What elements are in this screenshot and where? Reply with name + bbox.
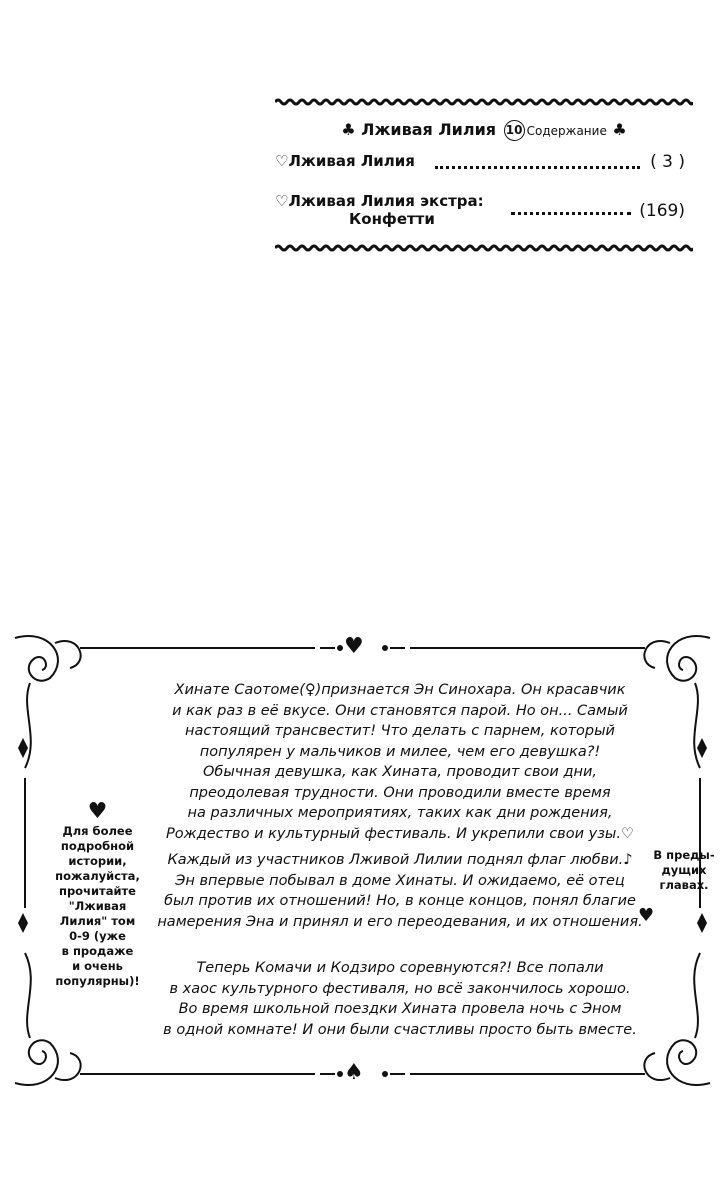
wavy-border-bottom [275,244,693,252]
side-note-line: В преды- [653,848,715,862]
table-of-contents [275,98,693,254]
story-line: был против их отношений! Но, в конце концов, понял благие [164,893,636,909]
toc-entry [275,192,693,232]
toc-entry-title: Лживая Лилия экстра: [288,192,484,210]
story-line: и как раз в её вкусе. Они становятся парой. Но он... Самый [172,702,628,719]
frame-heart-icon: ♥ [344,634,364,659]
volume-number: 10 [504,120,525,141]
side-note-line: подробной [60,839,135,853]
story-line: преодолевая трудности. Они проводили вместе время [189,784,611,801]
wavy-border-top [275,98,693,106]
club-icon: ♣ [341,120,356,139]
toc-entry-title-cont: Конфетти [349,210,435,228]
story-paragraph-1 [150,680,650,844]
side-note-line: Лилия" том [59,914,136,928]
story-line: в хаос культурного фестиваля, но всё закончилось хорошо. [169,980,631,997]
toc-manga-title: Лживая Лилия [361,120,497,139]
heart-icon: ♥ [87,799,108,824]
side-note-line: прочитайте [59,884,136,898]
side-note-line: 0-9 (уже [69,929,126,943]
side-note-line: "Лживая [68,899,127,913]
frame-spade-icon: ♠ [344,1060,364,1085]
side-note-left [40,800,155,989]
story-line: Обычная девушка, как Хината, проводит свои дни, [203,764,597,780]
toc-entry [275,152,693,176]
heart-icon: ♥ [638,905,655,926]
toc-entry-title: Лживая Лилия [288,152,415,170]
story-line: на различных мероприятиях, таких как дни рождения, [187,805,613,821]
side-note-line: в продаже [61,944,134,958]
heart-outline-icon: ♡ [275,192,289,210]
story-line: популярен у мальчиков и милее, чем его девушка?! [199,743,601,760]
story-line: Во время школьной поездки Хината провела ночь с Эном [178,1001,622,1017]
side-note-line: Для более [62,824,133,838]
side-note-line: пожалуйста, [55,869,140,883]
side-note-line: главах. [659,878,709,892]
side-note-line: и очень [72,959,123,973]
story-line: Теперь Комачи и Кодзиро соревнуются?! Все попали [196,960,604,976]
leader-dots [435,166,640,169]
side-note-line: дущих [661,863,707,877]
heart-outline-icon: ♡ [275,152,289,170]
story-line: намерения Эна и принял и его переодевания, и их отношения. [157,913,643,930]
story-line: Эн впервые побывал в доме Хинаты. И ожидаемо, её отец [175,872,625,889]
story-paragraph-3 [150,958,650,1040]
side-note-right [648,848,720,893]
story-paragraph-2 [150,850,650,932]
side-note-line: популярны)! [55,974,140,988]
toc-entry-page: (169) [639,201,685,221]
toc-entry-page: ( 3 ) [650,152,685,172]
story-line: Рождество и культурный фестиваль. И укрепили свои узы.♡ [166,825,634,842]
toc-title [275,120,693,141]
story-line: настоящий трансвестит! Что делать с парнем, который [185,723,615,739]
side-note-line: истории, [68,854,127,868]
club-icon: ♣ [612,120,627,139]
story-line: Каждый из участников Лживой Лилии поднял флаг любви.♪ [167,852,633,868]
story-line: в одной комнате! И они были счастливы просто быть вместе. [163,1021,637,1038]
story-line: Хинате Саотоме(♀)признается Эн Синохара. Он красавчик [174,682,626,698]
toc-subtitle: Содержание [526,124,607,138]
leader-dots [511,212,631,215]
